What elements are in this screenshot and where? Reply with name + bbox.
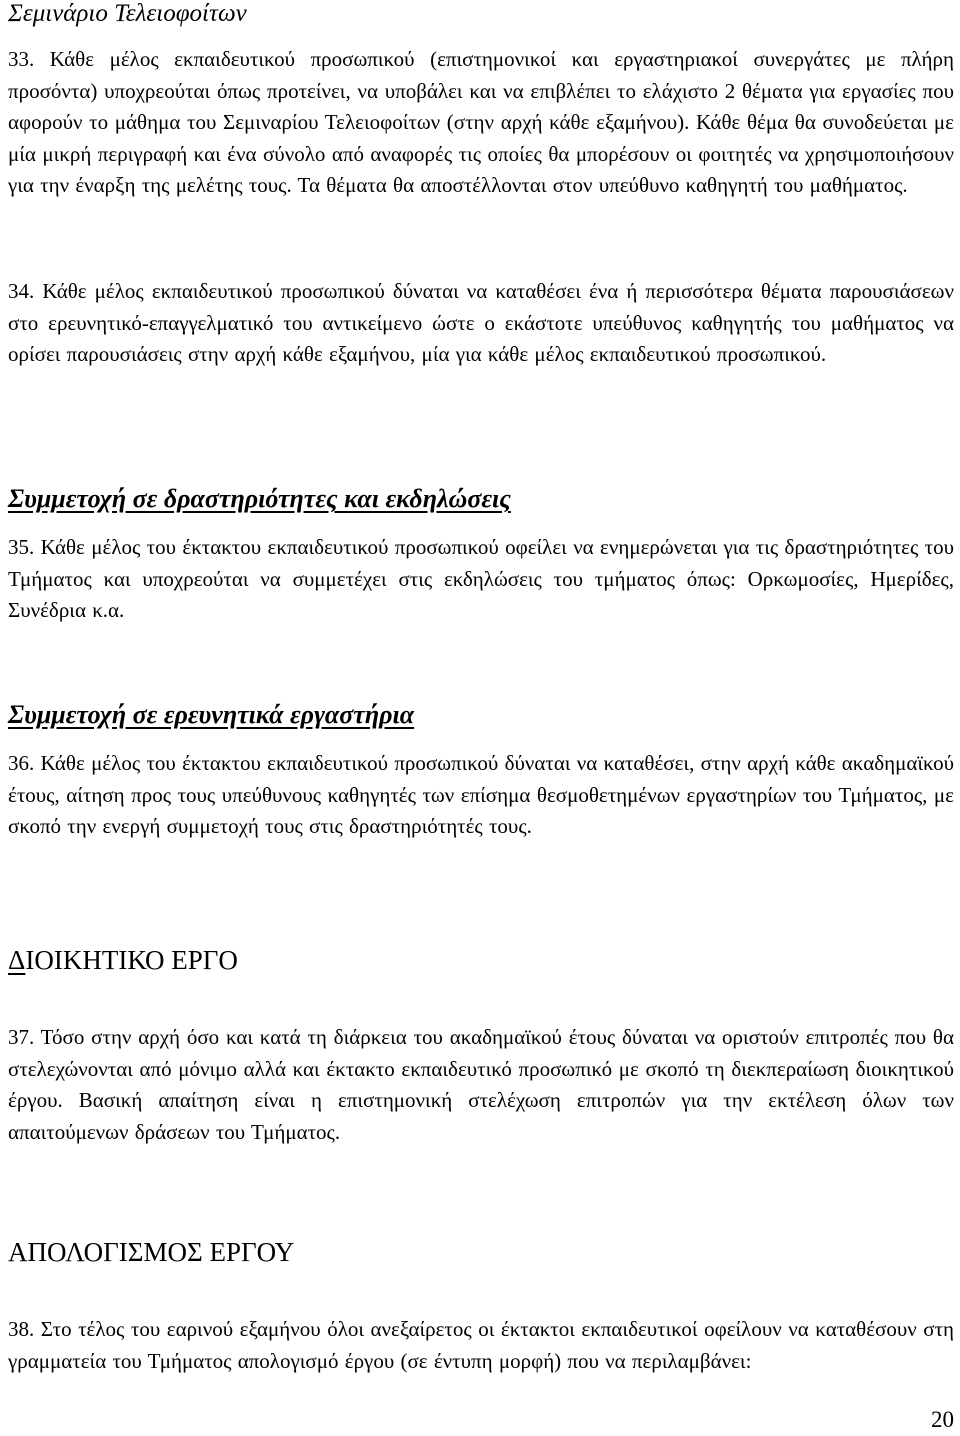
heading-research-labs: Συμμετοχή σε ερευνητικά εργαστήρια — [8, 700, 415, 729]
heading-administrative-work-rest: ΙΟΙΚΗΤΙΚΟ ΕΡΓΟ — [25, 945, 238, 975]
paragraph-37: 37. Τόσο στην αρχή όσο και κατά τη διάρκεια του ακαδημαϊκού έτους δύναται να οριστούν επιτροπές που θα στελεχώνονται από μόνιμο αλλά και έκτακτο εκπαιδευτικό προσωπικό με σκοπό τη διεκπεραίωση διοικητικού έργου. Βασική απαίτηση είναι η επιστημονική στελέχωση επιτροπών για την εκτέλεση όλων των απαιτούμενων δράσεων του Τμήματος. — [8, 1025, 954, 1144]
paragraph-38: 38. Στο τέλος του εαρινού εξαμήνου όλοι ανεξαίρετος οι έκτακτοι εκπαιδευτικοί οφείλουν να καταθέσουν στη γραμματεία του Τμήματος απολογισμό έργου (σε έντυπη μορφή) που να περιλαμβάνει: — [8, 1317, 954, 1373]
page-number: 20 — [931, 1407, 954, 1432]
heading-administrative-work — [8, 944, 238, 976]
heading-work-report: ΑΠΟΛΟΓΙΣΜΟΣ ΕΡΓΟΥ — [8, 1237, 295, 1267]
paragraph-34: 34. Κάθε μέλος εκπαιδευτικού προσωπικού δύναται να καταθέσει ένα ή περισσότερα θέματα παρουσιάσεων στο ερευνητικό-επαγγελματικό του αντικείμενο ώστε ο εκάστοτε υπεύθυνος καθηγητής του μαθήματος να ορίσει παρουσιάσεις στην αρχή κάθε εξαμήνου, μία για κάθε μέλος εκπαιδευτικού προσωπικού. — [8, 279, 954, 367]
paragraph-35: 35. Κάθε μέλος του έκτακτου εκπαιδευτικού προσωπικού οφείλει να ενημερώνεται για τις δραστηριότητες του Τμήματος και υποχρεούται να συμμετέχει στις εκδηλώσεις του τμήματος όπως: Ορκωμοσίες, Ημερίδες, Συνέδρια κ.α. — [8, 535, 954, 623]
running-title: Σεμινάριο Τελειοφοίτων — [8, 0, 247, 27]
heading-events-participation: Συμμετοχή σε δραστηριότητες και εκδηλώσεις — [8, 484, 511, 513]
paragraph-33: 33. Κάθε μέλος εκπαιδευτικού προσωπικού (επιστημονικοί και εργαστηριακοί συνεργάτες με πλήρη προσόντα) υποχρεούται όπως προτείνει, να υποβάλει και να επιβλέπει το ελάχιστο 2 θέματα για εργασίες που αφορούν το μάθημα του Σεμιναρίου Τελειοφοίτων (στην αρχή κάθε εξαμήνου). Κάθε θέμα θα συνοδεύεται με μία μικρή περιγραφή και ένα σύνολο από αναφορές τις οποίες θα μπορέσουν οι φοιτητές να χρησιμοποιήσουν για την έναρξη της μελέτης τους. Τα θέματα θα αποστέλλονται στον υπεύθυνο καθηγητή του μαθήματος. — [8, 47, 954, 198]
paragraph-36: 36. Κάθε μέλος του έκτακτου εκπαιδευτικού προσωπικού δύναται να καταθέσει, στην αρχή κάθε ακαδημαϊκού έτους, αίτηση προς τους υπεύθυνους καθηγητές των επίσημα θεσμοθετημένων εργαστηρίων του Τμήματος, με σκοπό την ενεργή συμμετοχή τους στις δραστηριότητές τους. — [8, 751, 954, 839]
heading-administrative-work-initial: Δ — [8, 945, 26, 975]
